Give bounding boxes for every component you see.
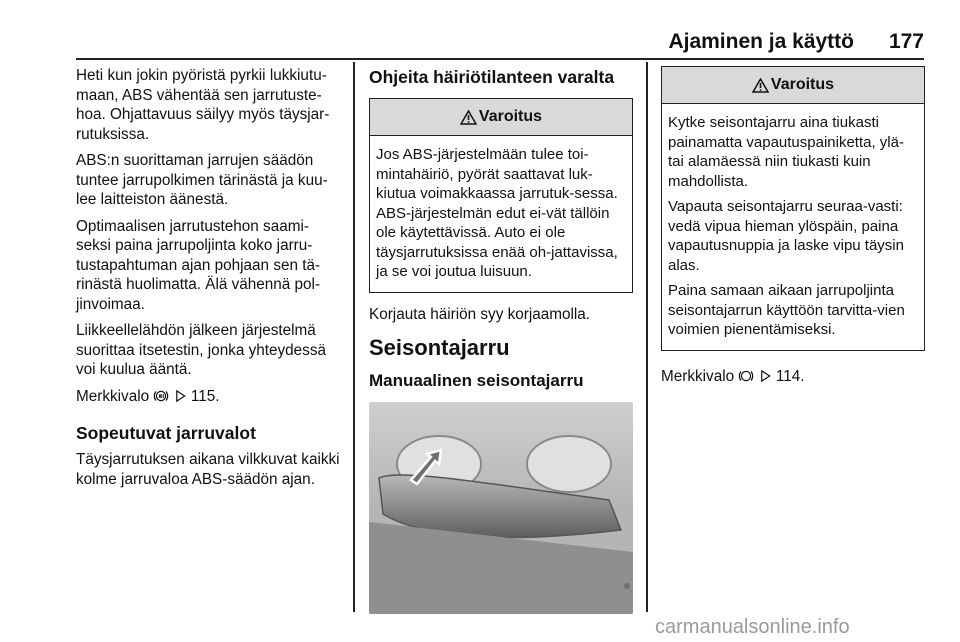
adaptive-brake-lights-heading: Sopeutuvat jarruvalot [76, 423, 256, 443]
warning-box-abs [369, 98, 633, 293]
column-divider-1 [353, 62, 355, 612]
watermark: carmanualsonline.info [655, 616, 850, 638]
reference-page: 114. [775, 367, 805, 385]
chapter-title: Ajaminen ja käyttö [668, 30, 854, 53]
warning-title: Varoitus [478, 108, 543, 126]
abs-paragraph-4: Liikkeellelähdön jälkeen järjestelmä suorittaa itsetestin, jonka yhteydessä voi kuulua ääntä. [76, 322, 326, 378]
parking-brake-heading: Seisontajarru [369, 335, 510, 360]
page-reference-arrow-icon [174, 389, 187, 403]
warning-title: Varoitus [770, 76, 835, 94]
warning-text-2: Vapauta seisontajarru seuraa-vasti: vedä vipua hieman ylöspäin, paina vapautusnuppia ja laske vipu täysin alas. [668, 198, 904, 274]
parking-brake-photo [369, 402, 633, 614]
column-3 [661, 66, 925, 393]
brake-indicator-icon [738, 369, 754, 383]
abs-paragraph-1: Heti kun jokin pyöristä pyrkii lukkiutu-maan, ABS vähentää sen jarrutuste-hoa. Ohjattavuus säilyy myös täysjar-rutuksissa. [76, 67, 330, 143]
abs-paragraph-3: Optimaalisen jarrutustehon saami-seksi paina jarrupoljinta koko jarru-tustapahtuman ajan pohjaan sen tä-rinästä huolimatta. Älä vähennä pol-jinvoimaa. [76, 217, 321, 313]
abs-indicator-icon [153, 389, 169, 403]
page-header [76, 30, 924, 56]
brake-indicator-reference [661, 367, 925, 387]
warning-header [370, 99, 632, 136]
column-1 [76, 66, 342, 496]
warning-text-3: Paina samaan aikaan jarrupoljinta seisontajarrun käyttöön tarvitta-vien voimien pienentämiseksi. [668, 282, 905, 338]
abs-indicator-reference [76, 387, 342, 407]
warning-text: Jos ABS-järjestelmään tulee toi-mintahäiriö, pyörät saattavat luk-kiutua voimakkaassa jarrutuk-sessa. ABS-järjestelmän edut ei-vät tällöin ole käytettävissä. Auto ei ole täysjarrutuksissa enää oh-jattavissa, ja se voi joutua luisuun. [376, 146, 618, 280]
warning-text-1: Kytke seisontajarru aina tiukasti painamatta vapautuspainiketta, ylä- tai alamäessä niin tiukasti kuin mahdollista. [668, 114, 904, 190]
manual-parking-brake-heading: Manuaalinen seisontajarru [369, 371, 584, 390]
page-number: 177 [888, 30, 924, 53]
fault-heading: Ohjeita häiriötilanteen varalta [369, 67, 615, 87]
abs-paragraph-2: ABS:n suorittaman jarrujen säädön tuntee jarrupolkimen tärinästä ja kuu-lee laitteiston äänestä. [76, 152, 328, 208]
column-divider-2 [646, 62, 648, 612]
reference-prefix: Merkkivalo [661, 367, 735, 385]
adaptive-brake-lights-text: Täysjarrutuksen aikana vilkkuvat kaikki kolme jarruvaloa ABS-säädön ajan. [76, 451, 340, 488]
repair-instruction: Korjauta häiriön syy korjaamolla. [369, 305, 591, 323]
header-divider [76, 58, 924, 60]
warning-box-parking-brake [661, 66, 925, 351]
reference-page: 115. [190, 387, 220, 405]
column-2 [369, 66, 633, 614]
warning-triangle-icon [460, 110, 477, 125]
page-reference-arrow-icon [759, 369, 772, 383]
reference-prefix: Merkkivalo [76, 387, 150, 405]
warning-header [662, 67, 924, 104]
warning-triangle-icon [752, 78, 769, 93]
